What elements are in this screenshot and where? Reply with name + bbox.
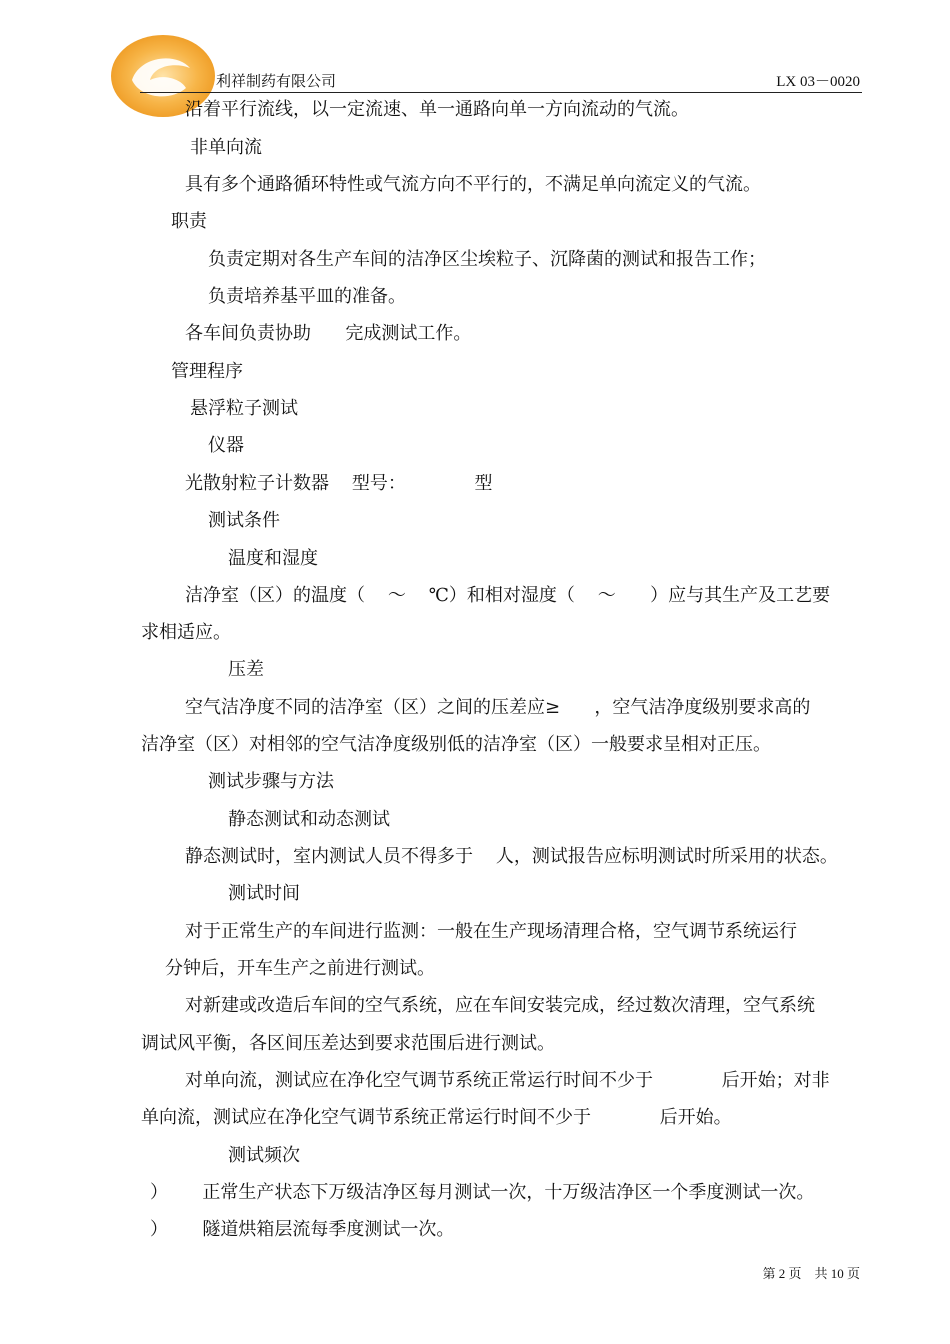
heading-instrument: 仪器 bbox=[208, 435, 244, 456]
heading-static-dynamic-test: 静态测试和动态测试 bbox=[228, 809, 390, 830]
heading-test-conditions: 测试条件 bbox=[208, 510, 280, 531]
body-line: 对单向流，测试应在净化空气调节系统正常运行时间不少于 后开始；对非 bbox=[185, 1070, 830, 1091]
body-line: 调试风平衡，各区间压差达到要求范围后进行测试。 bbox=[141, 1033, 555, 1054]
heading-test-frequency: 测试频次 bbox=[228, 1145, 300, 1166]
page-number: 第 2 页 共 10 页 bbox=[762, 1266, 860, 1281]
heading-management-procedure: 管理程序 bbox=[171, 361, 243, 382]
list-item: ） 隧道烘箱层流每季度测试一次。 bbox=[150, 1219, 455, 1240]
list-item: ） 正常生产状态下万级洁净区每月测试一次，十万级洁净区一个季度测试一次。 bbox=[150, 1182, 815, 1203]
body-line: 单向流，测试应在净化空气调节系统正常运行时间不少于 后开始。 bbox=[141, 1107, 732, 1128]
body-line: 光散射粒子计数器 型号： 型 bbox=[185, 473, 493, 494]
body-line: 求相适应。 bbox=[141, 622, 231, 643]
header-doc-code: LX 03－0020 bbox=[776, 74, 860, 90]
body-line: 沿着平行流线，以一定流速、单一通路向单一方向流动的气流。 bbox=[185, 99, 689, 120]
body-line: 负责培养基平皿的准备。 bbox=[208, 286, 406, 307]
heading-non-unidirectional-flow: 非单向流 bbox=[190, 137, 262, 158]
body-line: 对新建或改造后车间的空气系统，应在车间安装完成，经过数次清理，空气系统 bbox=[185, 995, 815, 1016]
heading-test-steps: 测试步骤与方法 bbox=[208, 771, 334, 792]
heading-test-time: 测试时间 bbox=[228, 883, 300, 904]
heading-temperature-humidity: 温度和湿度 bbox=[228, 548, 318, 569]
body-line: 各车间负责协助 完成测试工作。 bbox=[185, 323, 472, 344]
body-line: 洁净室（区）的温度（ ～ ℃）和相对湿度（ ～ ）应与其生产及工艺要 bbox=[185, 585, 831, 606]
body-line: 空气洁净度不同的洁净室（区）之间的压差应≥ ，空气洁净度级别要求高的 bbox=[185, 697, 811, 718]
header-rule bbox=[140, 92, 862, 93]
body-line: 分钟后，开车生产之前进行测试。 bbox=[165, 958, 435, 979]
heading-suspended-particle-test: 悬浮粒子测试 bbox=[190, 398, 298, 419]
body-line: 静态测试时，室内测试人员不得多于 人，测试报告应标明测试时所采用的状态。 bbox=[185, 846, 838, 867]
body-line: 具有多个通路循环特性或气流方向不平行的，不满足单向流定义的气流。 bbox=[185, 174, 761, 195]
body-line: 洁净室（区）对相邻的空气洁净度级别低的洁净室（区）一般要求呈相对正压。 bbox=[141, 734, 771, 755]
heading-pressure-difference: 压差 bbox=[228, 659, 264, 680]
body-line: 对于正常生产的车间进行监测：一般在生产现场清理合格，空气调节系统运行 bbox=[185, 921, 797, 942]
heading-responsibilities: 职责 bbox=[171, 211, 207, 232]
body-line: 负责定期对各生产车间的洁净区尘埃粒子、沉降菌的测试和报告工作； bbox=[208, 249, 766, 270]
header-company: 利祥制药有限公司 bbox=[216, 72, 337, 90]
